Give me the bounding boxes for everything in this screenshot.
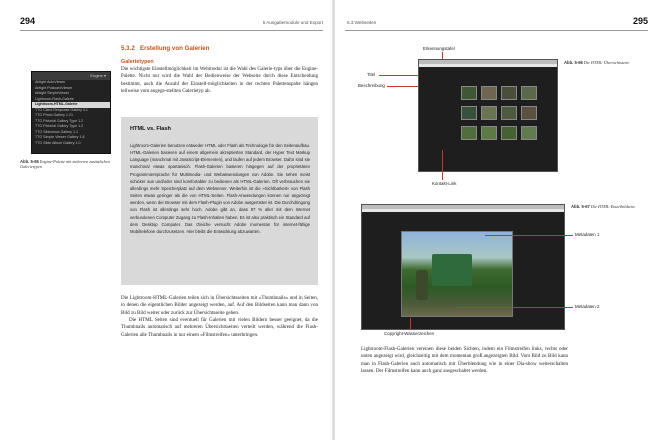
callout-copyright: Copyright-Wasserzeichen — [384, 331, 435, 336]
html-single-image-screenshot — [361, 204, 565, 330]
callout-metadaten-2: Metadaten 2 — [575, 304, 600, 309]
thumbnail — [501, 86, 517, 100]
right-page — [335, 0, 668, 440]
browser-url-bar — [419, 64, 557, 67]
right-header-rule — [345, 30, 648, 31]
intro-paragraph — [121, 66, 318, 95]
intro-text: Die wichtigste Einstellmöglichkeit im Webmodul ist die Wahl des Galerie-typs über die Engine-Palette. Nicht nur wird die Wahl der Bedienweise der Webseite durch diese Entscheidung bestimmt, auch die Anzahl der Einstell-möglichkeiten in der rechten Palettenspalte hängen teilweise vom angege-stellten Galerietyp ab. — [121, 66, 318, 95]
bottom-paragraphs — [121, 295, 318, 339]
engine-palette-item[interactable]: Lightroom-Flash-Galerie — [35, 96, 74, 101]
callout-erkennungstafel: Erkennungstafel — [423, 46, 455, 51]
thumbnail — [461, 126, 477, 140]
thumbnail — [521, 86, 537, 100]
fig1-caption-text: Die HTML-Übersichtsseite — [583, 60, 630, 65]
callout-line-kontakt — [442, 150, 443, 180]
engine-palette — [31, 71, 111, 154]
engine-palette-list — [32, 80, 110, 146]
callout-line-copyright — [410, 318, 411, 330]
fig1-caption-label: Abb. 5-66 — [564, 60, 583, 65]
browser-url-bar — [362, 209, 564, 212]
large-photo — [401, 231, 513, 317]
right-chapter-title: 5.3 Webseiten — [347, 20, 377, 25]
thumbnail — [481, 126, 497, 140]
thumbnail — [521, 106, 537, 120]
bottom-paragraph-2: Die HTML Seiten sind eventuell für Galerien mit vielen Bildern besser geeignet, da die Thumbnails automatisch auf mehreren Übersichtsseiten verteilt werden, während die Flash-Galerien alle Thumbnails in nur einem »Filmstreifen« unterbringen. — [121, 317, 318, 338]
thumbnail — [481, 106, 497, 120]
right-page-number: 295 — [632, 16, 648, 26]
engine-palette-item[interactable]: TTG Slideshow Gallery 1.1 — [35, 129, 78, 134]
figure-caption-5-67 — [571, 204, 635, 209]
left-page — [0, 0, 333, 440]
engine-palette-item[interactable]: Airtight AutoViewer — [35, 80, 66, 84]
thumbnail — [461, 106, 477, 120]
callout-beschreibung: Beschreibung — [358, 83, 385, 88]
thumbnail — [521, 126, 537, 140]
right-bottom-paragraph — [361, 346, 568, 375]
engine-palette-item[interactable]: TTG Client Response Gallery 3.1 — [35, 107, 88, 112]
section-number: 5.3.2 — [121, 45, 135, 52]
callout-line-beschreibung — [387, 86, 419, 87]
figure-caption-text: Engine-Palette mit mehreren zusätzlichen Galerietypen — [20, 159, 110, 170]
engine-palette-item[interactable]: Lightroom-HTML-Galerie — [32, 102, 110, 108]
figure-caption-5-66 — [564, 60, 629, 65]
subhead-galerietypen: Galerietypen — [121, 59, 154, 65]
engine-palette-item[interactable]: Airtight SimpleViewer — [35, 91, 70, 95]
engine-palette-item[interactable]: TTG Pictorial Gallery Type 1.2 — [35, 124, 84, 128]
photo-truck — [432, 254, 472, 286]
engine-palette-item[interactable]: TTG Slide Album Gallery 1.0 — [35, 140, 81, 145]
bottom-paragraph-1: Die Lightroom-HTML-Galerien teilen sich in Übersichtsseiten mit »Thumbnails« und in Seiten, in denen die eigentlichen Bilder angezeigt werden, auf. Auf den Bildseiten kann man dann von Bild zu Bild weiter oder zurück zur Übersichtsseite gehen. — [121, 295, 318, 316]
engine-palette-item[interactable]: TTG Pictorial Gallery Type 1.2 — [35, 118, 84, 123]
section-title: Erstellung von Galerien — [139, 45, 210, 52]
thumbnail — [501, 106, 517, 120]
thumbnail — [481, 86, 497, 100]
flash-gallery-paragraph: Lightroom-Flash-Galerien vereinen diese beiden Sichten, indem ein Filmstreifen links, rechts oder unten angezeigt wird, gleichzeitig mit dem momentan groß angezeigten Bild. Vom Bild zu Bild kann man in Flash-Galerien auch automatisch mit Überblendung wie in einer Dia-show weiterschalten lassen. Der Filmstreifen kann auch ganz ausgeschaltet werden. — [361, 346, 568, 375]
callout-line-metadaten-2 — [455, 307, 573, 308]
callout-line-titel — [379, 75, 419, 76]
engine-palette-item[interactable]: TTG Photo Gallery 1.21 — [35, 113, 73, 117]
sidebar-text: Lightroom-Galerien benutzen entweder HTML oder Flash als Technologie für den Seitenaufbau. HTML-Galerien basieren auf einem allgemein akzeptierten Standard, der Hyper Text Markup Language (manchmal mit JavaScript-Elementen), und laufen auf jedem Browser. Dafür sind sie manchmal etwas spartanisch. Flash-Galerien basieren hingegen auf der proprietären Programmiersprache für Multimedia- und Webanwendungen von Adobe. Sie sehen meist schicker aus und/oder sind komfortabler zu bedienen als HTML-Galerien. Oft verbrauchen sie allerdings mehr Speicherplatz auf dem Webserver. Weiterhin ist die »Sichtbarkeit« von Flash Seiten etwas geringer als die von HTML-Seiten. Flash-Anwendungen können nur angezeigt werden, wenn der Browser mit dem Flash-Plugin von Adobe ausgerüstet ist. Die Durchdringung von Flash ist allerdings sehr hoch. Adobe gibt an, dass 97 % aller mit dem Internet verbundenen Computer Zugang zu Flash-Inhalten haben. Es ist also praktisch ein Standard auf dem Desktop Computer. Das Gleiche versucht Adobe momentan für internet-fähige Mobiltelefone durchzusetzen. Hier bleibt die Entwicklung abzuwarten. — [130, 143, 310, 234]
engine-palette-item[interactable]: Airtight PostcardViewer — [35, 85, 73, 90]
callout-line-metadaten-1 — [485, 235, 573, 236]
left-header-rule — [20, 30, 323, 31]
html-overview-screenshot — [418, 59, 558, 172]
sidebar-html-vs-flash — [121, 117, 318, 285]
left-page-number: 294 — [20, 16, 36, 26]
sidebar-title: HTML vs. Flash — [130, 126, 171, 132]
thumbnail — [461, 86, 477, 100]
fig2-caption-label: Abb. 5-67 — [571, 204, 590, 209]
engine-palette-item[interactable]: TTG Simple Viewer Gallery 1.8 — [35, 135, 85, 139]
section-heading — [121, 45, 209, 52]
thumbnail — [501, 126, 517, 140]
callout-metadaten-1: Metadaten 1 — [575, 232, 600, 237]
figure-caption-label: Abb. 5-65 — [20, 159, 39, 164]
figure-caption-5-65 — [20, 159, 120, 169]
fig2-caption-text: Die HTML-Einzelbildseite — [590, 204, 636, 209]
photo-person — [416, 270, 428, 300]
callout-titel: Titel — [367, 72, 376, 77]
callout-kontakt-link: Kontakt-Link — [432, 181, 457, 186]
engine-palette-header: Engine ▾ — [32, 72, 110, 80]
left-chapter-title: 5 Ausgabemodule und Export — [262, 20, 323, 25]
